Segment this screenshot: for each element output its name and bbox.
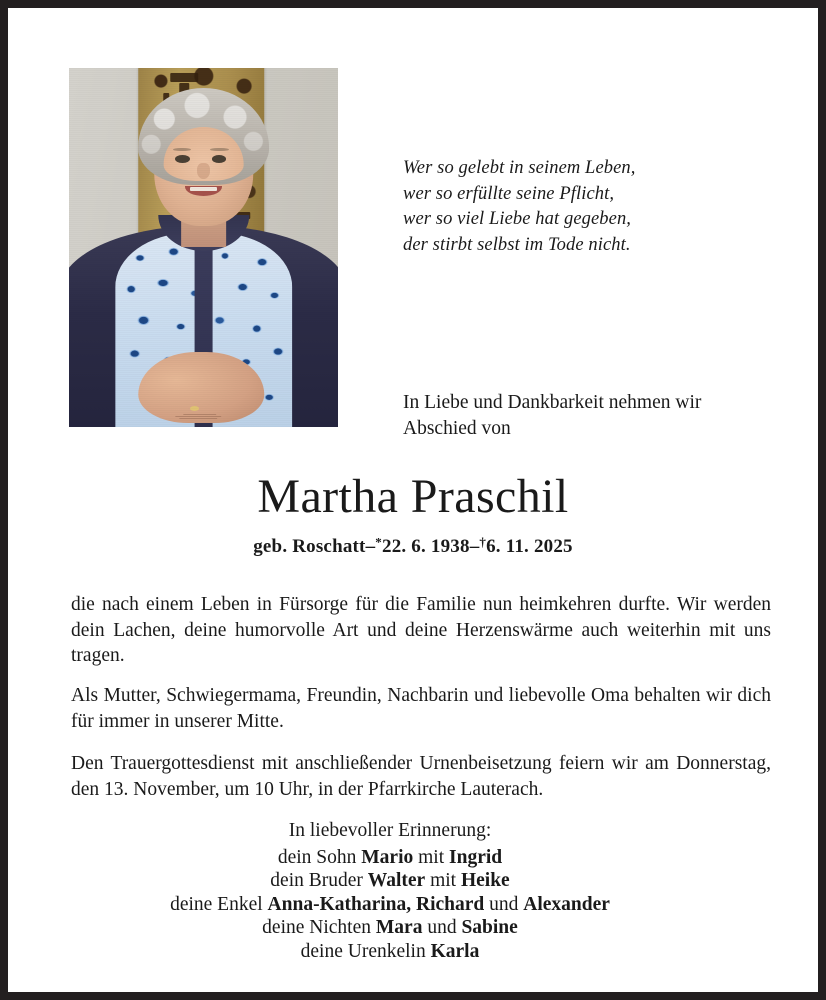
photo-scene [69, 68, 338, 427]
conjunction: und [422, 917, 462, 939]
portrait-photo [69, 68, 338, 427]
relation-label: deine Urenkelin [300, 940, 431, 962]
family-line [8, 893, 772, 916]
verse-line-2: wer so erfüllte seine Pflicht, [403, 183, 615, 204]
verse-line-1: Wer so gelebt in seinem Leben, [403, 158, 636, 178]
family-line [8, 940, 772, 963]
conjunction: mit [425, 870, 461, 892]
death-date: 6. 11. 2025 [486, 536, 573, 557]
teeth [190, 187, 217, 191]
family-name: Heike [460, 870, 510, 892]
deceased-name: Martha Praschil [257, 470, 569, 523]
paragraph-2: Als Mutter, Schwiegermama, Freundin, Nachbarin und liebevolle Oma behalten wir dich für immer in unserer Mitte. [71, 685, 771, 732]
relation-label: dein Sohn [277, 847, 362, 868]
relation-label: deine Nichten [262, 917, 376, 939]
family-name: Walter [367, 870, 426, 892]
family-name: Mario [361, 847, 414, 868]
family-name: Karla [430, 940, 480, 962]
birth-date: 22. 6. 1938 [382, 536, 470, 557]
clasped-hands [138, 352, 264, 424]
family-line [8, 916, 772, 939]
eye-right [212, 155, 227, 163]
verse-line-4: der stirbt selbst im Tode nicht. [403, 234, 631, 255]
dash-1: – [365, 536, 376, 557]
memorial-verse [403, 156, 763, 258]
family-line [8, 846, 772, 869]
family-line [8, 869, 772, 892]
deceased-dates [8, 535, 818, 559]
family-name: Anna-Katharina, Richard [267, 893, 485, 915]
paragraph-3: Den Trauergottesdienst mit anschließender Urnenbeisetzung feiern wir am Donnerstag, den 13. November, um 10 Uhr, in der Pfarrkirche Lauterach. [71, 753, 771, 800]
relation-label: dein Bruder [270, 870, 368, 892]
memory-heading: In liebevoller Erinnerung: [288, 820, 492, 841]
relation-label: deine Enkel [170, 893, 268, 915]
born-symbol: * [375, 534, 382, 550]
maiden-name: geb. Roschatt [253, 536, 366, 557]
family-name: Ingrid [449, 847, 503, 868]
died-symbol: † [479, 534, 487, 550]
eye-left [175, 155, 190, 163]
dedication-text: In Liebe und Dankbarkeit nehmen wir Abschied von [403, 392, 702, 439]
dash-2: – [469, 536, 480, 557]
conjunction: und [484, 893, 524, 915]
family-name: Sabine [461, 917, 518, 939]
conjunction: mit [413, 847, 450, 868]
family-list [8, 846, 818, 963]
notice-inner [8, 8, 818, 992]
family-name: Mara [375, 917, 423, 939]
paragraph-1: die nach einem Leben in Fürsorge für die Familie nun heimkehren durfte. Wir werden dein Lachen, deine humorvolle Art und deine Herzenswärme auch weiterhin mit uns tragen. [71, 594, 771, 666]
verse-line-3: wer so viel Liebe hat gegeben, [403, 209, 632, 229]
family-name: Alexander [523, 893, 610, 915]
